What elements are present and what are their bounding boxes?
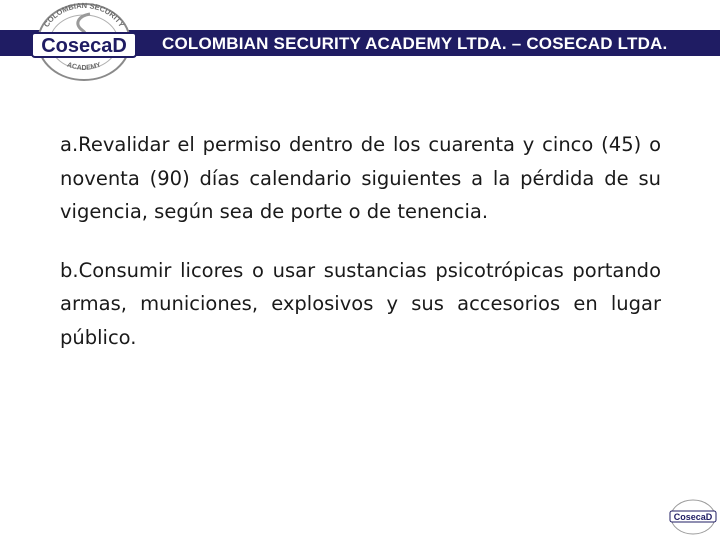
content-body (60, 128, 661, 354)
logo-ring-bottom-text: ACADEMY (65, 61, 103, 72)
list-item (60, 254, 661, 355)
list-item (60, 128, 661, 229)
footer-logo (668, 498, 718, 536)
page-title: COLOMBIAN SECURITY ACADEMY LTDA. – COSECAD LTDA. (162, 34, 668, 53)
logo-ring-top-text: COLOMBIAN SECURITY (41, 2, 127, 29)
item-text: Revalidar el permiso dentro de los cuarenta y cinco (45) o noventa (90) días calendario siguientes a la pérdida de su vigencia, según sea de porte o de tenencia. (60, 133, 661, 223)
logo-text: CosecaD (41, 35, 127, 57)
cosecad-logo (28, 2, 140, 82)
item-marker: b. (60, 258, 79, 282)
item-marker: a. (60, 133, 79, 156)
item-text: Consumir licores o usar sustancias psicotrópicas portando armas, municiones, explosivos y sus accesorios en lugar público. (60, 258, 661, 349)
footer-logo-text: CosecaD (673, 512, 713, 522)
